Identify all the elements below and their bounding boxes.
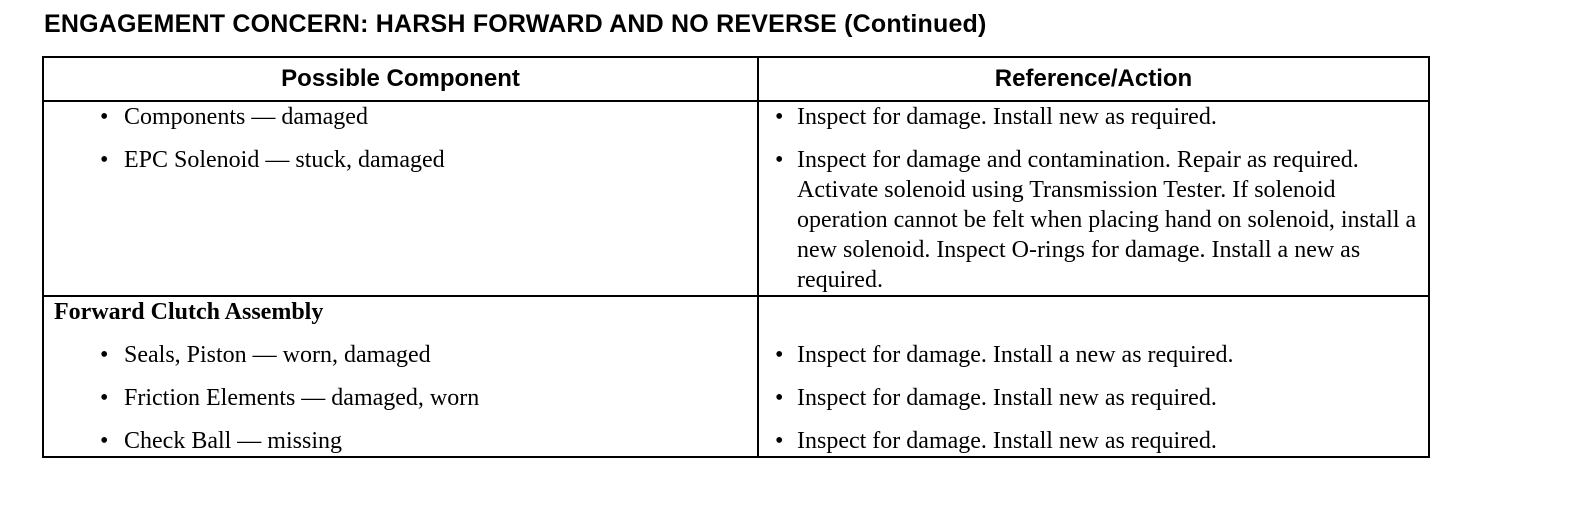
bullet-icon: •: [775, 342, 784, 368]
component-text: Friction Elements — damaged, worn: [124, 385, 480, 411]
list-item: [759, 145, 1428, 295]
bullet-icon: •: [100, 342, 109, 368]
action-text: Inspect for damage. Install new as required.: [797, 428, 1217, 454]
table-row: [43, 296, 1429, 457]
action-text: Inspect for damage and contamination. Repair as required. Activate solenoid using Transmission Tester. If solenoid operation cannot be felt when placing hand on solenoid, install a new solenoid. Inspect O-rings for damage. Install a new as required.: [797, 147, 1417, 293]
bullet-icon: •: [775, 104, 784, 130]
list-item: [44, 340, 757, 370]
action-cell: [758, 296, 1429, 457]
bullet-icon: •: [100, 147, 109, 173]
list-item: [44, 102, 757, 132]
group-heading: Forward Clutch Assembly: [54, 299, 324, 325]
action-text: Inspect for damage. Install new as required.: [797, 385, 1217, 411]
list-item: [759, 426, 1428, 456]
action-text: Inspect for damage. Install a new as required.: [797, 342, 1234, 368]
table-row: [43, 101, 1429, 296]
column-header-possible-component: Possible Component: [43, 57, 758, 101]
diagnosis-table: [42, 56, 1430, 458]
component-cell: [43, 296, 758, 457]
column-header-reference-action: Reference/Action: [758, 57, 1429, 101]
action-text: Inspect for damage. Install new as required.: [797, 104, 1217, 130]
bullet-icon: •: [100, 104, 109, 130]
list-item: [759, 383, 1428, 413]
list-item: [759, 340, 1428, 370]
component-text: Check Ball — missing: [124, 428, 342, 454]
component-text: Components — damaged: [124, 104, 368, 130]
list-item: [44, 145, 757, 175]
heading-spacer: [759, 297, 1428, 327]
bullet-icon: •: [775, 428, 784, 454]
component-cell: [43, 101, 758, 296]
component-text: Seals, Piston — worn, damaged: [124, 342, 431, 368]
bullet-icon: •: [100, 428, 109, 454]
list-item: [44, 383, 757, 413]
list-item: [44, 426, 757, 456]
bullet-icon: •: [775, 385, 784, 411]
component-text: EPC Solenoid — stuck, damaged: [124, 147, 445, 173]
bullet-icon: •: [775, 147, 784, 173]
table-header-row: [43, 57, 1429, 101]
list-item: [759, 102, 1428, 132]
action-cell: [758, 101, 1429, 296]
bullet-icon: •: [100, 385, 109, 411]
page-title: ENGAGEMENT CONCERN: HARSH FORWARD AND NO REVERSE (Continued): [44, 10, 987, 38]
